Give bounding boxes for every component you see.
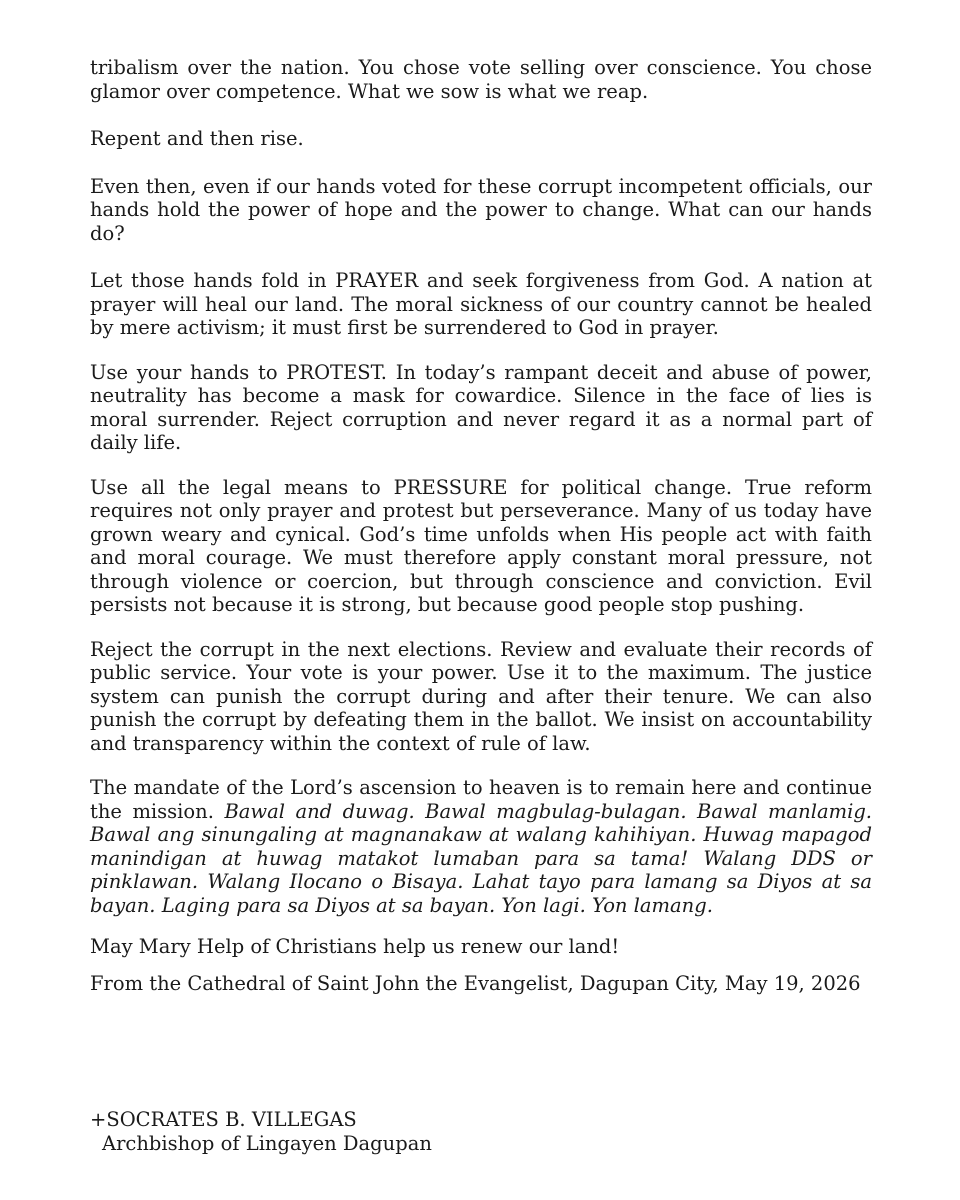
signature-title: Archbishop of Lingayen Dagupan <box>102 1132 432 1155</box>
mandate-italic-text: Bawal and duwag. Bawal magbulag-bulagan. Bawal manlamig. Bawal ang sinungaling at magnanakaw at walang kahihiyan. Huwag mapagod manindigan at huwag matakot lumaban para sa tama! Walang DDS or pinklawan. Walang Ilocano o Bisaya. Lahat tayo para lamang sa Diyos at sa bayan. Laging para sa Diyos at sa bayan. Yon lagi. Yon lamang. <box>90 799 873 917</box>
paragraph-prayer: Let those hands fold in PRAYER and seek forgiveness from God. A nation at prayer will heal our land. The moral sickness of our country cannot be healed by mere activism; it must first be surrendered to God in prayer. <box>90 269 872 339</box>
paragraph-elections: Reject the corrupt in the next elections. Review and evaluate their records of public service. Your vote is your power. Use it to the maximum. The justice system can punish the corrupt during and after their tenure. We can also punish the corrupt by defeating them in the ballot. We insist on accountability and transparency within the context of rule of law. <box>90 637 872 755</box>
signature-block <box>90 1108 432 1156</box>
paragraph-mary-prayer: May Mary Help of Christians help us renew our land! <box>90 935 620 958</box>
paragraph-mandate <box>90 776 872 917</box>
paragraph-pressure: Use all the legal means to PRESSURE for political change. True reform requires not only prayer and protest but perseverance. Many of us today have grown weary and cynical. God’s time unfolds when His people act with faith and moral courage. We must therefore apply constant moral pressure, not through violence or coercion, but through conscience and conviction. Evil persists not because it is strong, but because good people stop pushing. <box>90 475 872 616</box>
paragraph-protest: Use your hands to PROTEST. In today’s rampant deceit and abuse of power, neutrality has become a mask for cowardice. Silence in the face of lies is moral surrender. Reject corruption and never regard it as a normal part of daily life. <box>90 360 872 454</box>
paragraph-repent: Repent and then rise. <box>90 127 304 150</box>
letter-body <box>90 56 872 995</box>
paragraph-dateline: From the Cathedral of Saint John the Evangelist, Dagupan City, May 19, 2026 <box>90 971 861 995</box>
paragraph-hands-power: Even then, even if our hands voted for these corrupt incompetent officials, our hands hold the power of hope and the power to change. What can our hands do? <box>90 174 872 245</box>
mandate-text: The mandate of the Lord’s ascension to heaven is to remain here and continue the mission. <box>90 776 872 823</box>
paragraph-tribalism: tribalism over the nation. You chose vote selling over conscience. You chose glamor over competence. What we sow is what we reap. <box>90 56 872 103</box>
signature-name: +SOCRATES B. VILLEGAS <box>90 1108 357 1131</box>
